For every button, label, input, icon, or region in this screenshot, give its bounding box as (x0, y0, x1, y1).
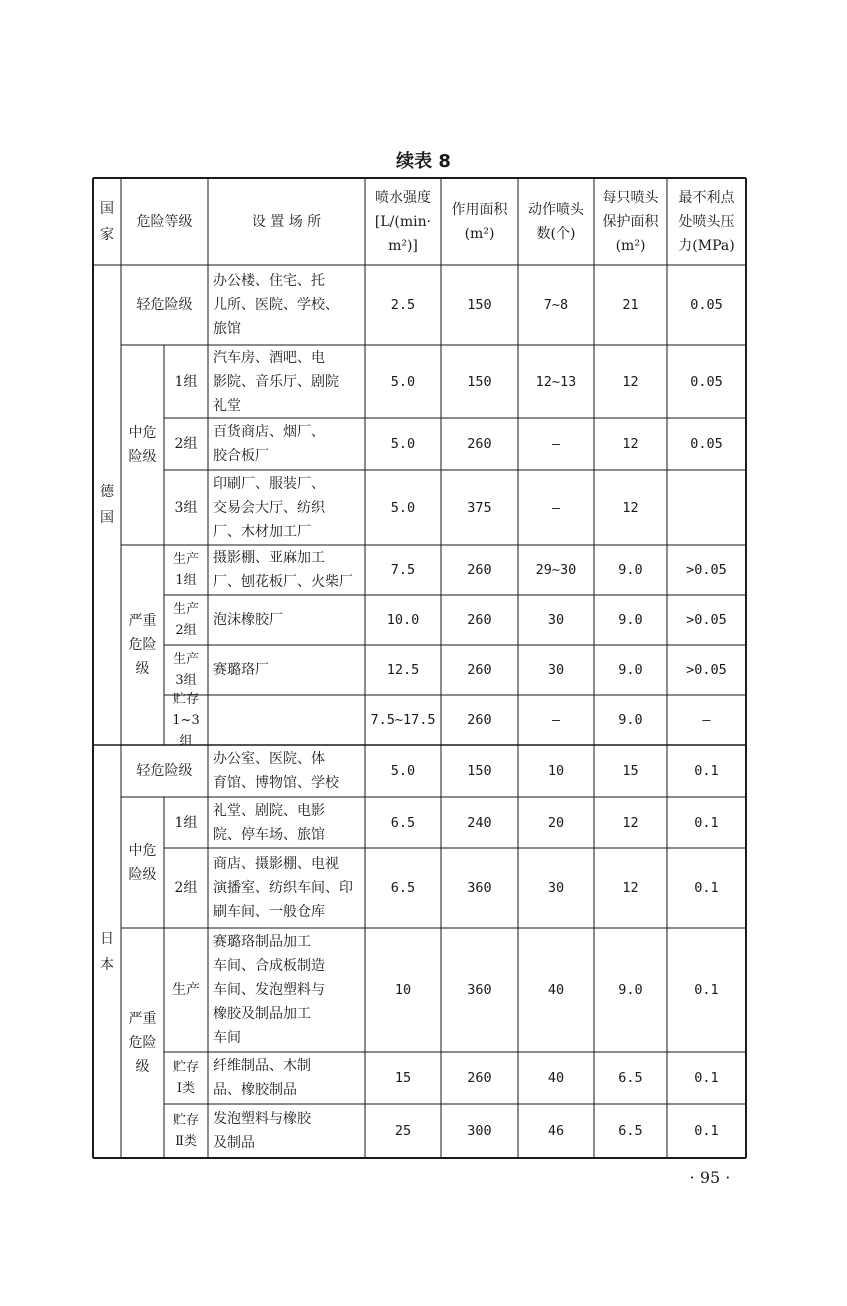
row-sprinkler-count-text: 20 (547, 814, 565, 831)
row-min-pressure (667, 345, 746, 418)
row-spray-intensity (365, 545, 441, 595)
row-place-text: 办公楼、住宅、托 儿所、医院、学校、 旅馆 (213, 273, 339, 337)
row-spray-intensity (365, 797, 441, 848)
row-sprinkler-count (518, 928, 594, 1052)
row-sprinkler-count (518, 545, 594, 595)
row-place-text: 摄影棚、亚麻加工 厂、刨花板厂、火柴厂 (213, 550, 353, 590)
row-min-pressure-text: — (702, 712, 711, 728)
header-country-text: 国 家 (100, 200, 114, 243)
storage-class-i (164, 1052, 208, 1104)
row-min-pressure (667, 418, 746, 470)
row-operating-area (441, 695, 518, 745)
group-2-de (164, 418, 208, 470)
row-spray-intensity-text: 5.0 (390, 763, 416, 779)
row-place-text: 印刷厂、服装厂、 交易会大厅、纺织 厂、木材加工厂 (213, 475, 325, 540)
row-place (208, 745, 365, 797)
row-protection-area-text: 21 (622, 297, 639, 313)
row-operating-area-text: 240 (467, 814, 492, 831)
row-operating-area-text: 260 (467, 1070, 492, 1086)
storage-class-ii (164, 1104, 208, 1158)
header-location (208, 178, 365, 265)
row-sprinkler-count (518, 470, 594, 545)
row-operating-area (441, 595, 518, 645)
header-hazard-level-text: 危险等级 (136, 213, 193, 230)
row-protection-area-text: 9.0 (618, 982, 643, 998)
group-1-jp-text: 1组 (174, 814, 198, 831)
row-sprinkler-count (518, 797, 594, 848)
row-place-text: 礼堂、剧院、电影 院、停车场、旅馆 (213, 802, 325, 843)
row-operating-area-text: 360 (467, 982, 492, 998)
row-protection-area (594, 1052, 667, 1104)
row-operating-area (441, 928, 518, 1052)
row-spray-intensity-text: 5.0 (390, 436, 416, 452)
row-protection-area (594, 928, 667, 1052)
row-operating-area (441, 265, 518, 345)
row-sprinkler-count-text: 30 (547, 612, 565, 628)
country-japan-text: 日 本 (100, 930, 114, 973)
row-sprinkler-count (518, 1052, 594, 1104)
row-sprinkler-count-text: 12~13 (535, 373, 577, 390)
row-min-pressure (667, 695, 746, 745)
row-sprinkler-count-text: — (551, 712, 561, 728)
row-protection-area (594, 1104, 667, 1158)
row-min-pressure (667, 545, 746, 595)
production-group-2-text: 生产 2组 (172, 602, 199, 638)
row-spray-intensity (365, 928, 441, 1052)
row-min-pressure-text: 0.05 (690, 436, 723, 452)
row-spray-intensity (365, 745, 441, 797)
row-protection-area-text: 9.0 (618, 562, 643, 578)
row-place (208, 695, 365, 745)
storage-group-1-3-text: 贮存 1~3组 (172, 691, 200, 749)
group-2-jp-text: 2组 (174, 880, 198, 896)
row-protection-area-text: 15 (622, 763, 639, 779)
hazard-extra-jp-text: 严重 危险 级 (128, 1011, 157, 1075)
row-spray-intensity-text: 12.5 (386, 662, 420, 678)
row-min-pressure (667, 797, 746, 848)
row-protection-area-text: 12 (622, 499, 639, 516)
row-protection-area (594, 418, 667, 470)
row-protection-area (594, 695, 667, 745)
row-min-pressure (667, 1104, 746, 1158)
row-sprinkler-count-text: — (551, 436, 561, 452)
row-spray-intensity (365, 345, 441, 418)
row-spray-intensity (365, 1104, 441, 1158)
row-protection-area (594, 265, 667, 345)
header-operating-area-text: 作用面积 (m²) (451, 201, 508, 242)
group-2-de-text: 2组 (174, 436, 198, 452)
row-operating-area-text: 260 (467, 612, 492, 628)
row-spray-intensity-text: 15 (394, 1070, 412, 1086)
row-operating-area (441, 797, 518, 848)
row-operating-area-text: 375 (467, 499, 492, 516)
country-germany (93, 265, 121, 745)
hazard-ordinary-jp-text: 中危 险级 (128, 842, 157, 883)
row-spray-intensity-text: 2.5 (390, 297, 416, 313)
row-spray-intensity-text: 5.0 (390, 499, 416, 516)
row-place-text: 汽车房、酒吧、电 影院、音乐厅、剧院 礼堂 (213, 349, 339, 414)
row-sprinkler-count (518, 595, 594, 645)
row-sprinkler-count-text: 46 (547, 1123, 565, 1139)
row-place (208, 928, 365, 1052)
row-protection-area-text: 6.5 (618, 1070, 643, 1086)
row-place (208, 345, 365, 418)
row-spray-intensity-text: 6.5 (390, 814, 416, 831)
row-protection-area-text: 12 (622, 436, 639, 452)
row-operating-area (441, 418, 518, 470)
row-sprinkler-count-text: 29~30 (535, 562, 577, 578)
row-protection-area-text: 12 (622, 880, 639, 896)
production-group-3-text: 生产 3组 (172, 652, 199, 688)
row-spray-intensity (365, 265, 441, 345)
row-sprinkler-count (518, 745, 594, 797)
country-germany-text: 德 国 (100, 484, 114, 526)
row-place-text: 赛璐珞制品加工 车间、合成板制造 车间、发泡塑料与 橡胶及制品加工 车间 (213, 934, 325, 1046)
header-hazard-level (121, 178, 208, 265)
row-operating-area (441, 645, 518, 695)
row-min-pressure-text: 0.1 (694, 982, 719, 998)
row-protection-area (594, 470, 667, 545)
row-operating-area-text: 150 (467, 297, 492, 313)
row-spray-intensity (365, 848, 441, 928)
row-operating-area-text: 260 (467, 662, 492, 678)
row-spray-intensity-text: 5.0 (390, 373, 416, 390)
row-min-pressure (667, 645, 746, 695)
row-place (208, 797, 365, 848)
header-country (93, 178, 121, 265)
header-min-pressure (667, 178, 746, 265)
row-operating-area-text: 260 (467, 436, 492, 452)
row-sprinkler-count-text: 40 (547, 982, 565, 998)
row-operating-area-text: 300 (467, 1123, 492, 1139)
row-spray-intensity-text: 10.0 (386, 612, 420, 628)
storage-class-ii-text: 贮存 Ⅱ类 (172, 1113, 199, 1149)
row-protection-area-text: 6.5 (618, 1123, 643, 1139)
row-place-text: 赛璐珞厂 (213, 662, 269, 678)
row-protection-area (594, 848, 667, 928)
row-min-pressure (667, 1052, 746, 1104)
row-place-text: 纤维制品、木制 品、橡胶制品 (213, 1058, 311, 1098)
row-place-text: 百货商店、烟厂、 胶合板厂 (213, 424, 325, 464)
row-spray-intensity (365, 1052, 441, 1104)
row-min-pressure (667, 595, 746, 645)
row-place (208, 470, 365, 545)
hazard-ordinary-de (121, 345, 164, 545)
hazard-light-de (121, 265, 208, 345)
row-operating-area (441, 745, 518, 797)
row-place (208, 418, 365, 470)
table-title: 续表 8 (396, 151, 451, 172)
row-operating-area (441, 345, 518, 418)
row-min-pressure (667, 470, 746, 545)
row-sprinkler-count-text: 40 (547, 1070, 565, 1086)
hazard-extra-de (121, 545, 164, 745)
row-sprinkler-count (518, 848, 594, 928)
storage-class-i-text: 贮存 Ⅰ类 (172, 1060, 199, 1096)
row-spray-intensity-text: 10 (394, 982, 412, 998)
production-group-2 (164, 595, 208, 645)
row-min-pressure-text: 0.1 (694, 1070, 719, 1086)
row-protection-area (594, 645, 667, 695)
row-min-pressure (667, 265, 746, 345)
header-sprinkler-count (518, 178, 594, 265)
row-spray-intensity (365, 595, 441, 645)
row-operating-area-text: 260 (467, 562, 492, 578)
hazard-ordinary-de-text: 中危 险级 (128, 425, 157, 465)
production-group-3 (164, 645, 208, 695)
row-protection-area (594, 545, 667, 595)
row-min-pressure (667, 928, 746, 1052)
row-min-pressure-text: >0.05 (686, 612, 727, 628)
hazard-ordinary-jp (121, 797, 164, 928)
row-spray-intensity (365, 470, 441, 545)
header-min-pressure-text: 最不利点 处喷头压 力(MPa) (678, 189, 735, 254)
row-sprinkler-count-text: 7~8 (543, 297, 569, 313)
row-place (208, 545, 365, 595)
production-jp (164, 928, 208, 1052)
row-operating-area (441, 1104, 518, 1158)
row-place (208, 265, 365, 345)
row-min-pressure (667, 745, 746, 797)
row-protection-area (594, 595, 667, 645)
row-place-text: 办公室、医院、体 育馆、博物馆、学校 (213, 751, 339, 791)
row-spray-intensity-text: 6.5 (390, 880, 416, 896)
group-3-de-text: 3组 (174, 499, 198, 516)
group-1-jp (164, 797, 208, 848)
row-protection-area (594, 345, 667, 418)
row-min-pressure-text: 0.1 (694, 763, 719, 779)
row-sprinkler-count (518, 265, 594, 345)
row-protection-area-text: 12 (622, 373, 639, 390)
row-sprinkler-count-text: — (551, 499, 561, 516)
row-place (208, 595, 365, 645)
row-place (208, 1052, 365, 1104)
row-place (208, 645, 365, 695)
row-sprinkler-count (518, 345, 594, 418)
row-operating-area (441, 1052, 518, 1104)
row-place-text: 发泡塑料与橡胶 及制品 (213, 1111, 311, 1151)
row-protection-area-text: 9.0 (618, 712, 643, 728)
row-sprinkler-count (518, 418, 594, 470)
row-sprinkler-count (518, 695, 594, 745)
row-spray-intensity (365, 418, 441, 470)
row-spray-intensity (365, 695, 441, 745)
group-1-de-text: 1组 (174, 373, 198, 390)
row-min-pressure-text: 0.05 (690, 297, 723, 313)
row-min-pressure-text: 0.1 (694, 1123, 719, 1139)
hazard-light-jp-text: 轻危险级 (136, 763, 193, 779)
row-sprinkler-count (518, 1104, 594, 1158)
production-group-1 (164, 545, 208, 595)
row-sprinkler-count (518, 645, 594, 695)
row-operating-area (441, 470, 518, 545)
hazard-extra-jp (121, 928, 164, 1158)
group-3-de (164, 470, 208, 545)
row-place (208, 848, 365, 928)
header-spray-intensity-text: 喷水强度 [L/(min· m²)] (374, 189, 432, 254)
row-sprinkler-count-text: 30 (547, 880, 565, 896)
row-place-text: 商店、摄影棚、电视 演播室、纺织车间、印 刷车间、一般仓库 (213, 856, 353, 920)
header-operating-area (441, 178, 518, 265)
row-min-pressure-text: >0.05 (686, 562, 727, 578)
row-spray-intensity (365, 645, 441, 695)
row-protection-area-text: 12 (622, 814, 639, 831)
row-operating-area-text: 260 (467, 712, 492, 728)
row-min-pressure-text: 0.05 (690, 373, 723, 390)
row-operating-area-text: 360 (467, 880, 492, 896)
row-spray-intensity-text: 7.5~17.5 (370, 712, 436, 728)
row-sprinkler-count-text: 10 (547, 763, 565, 779)
row-min-pressure (667, 848, 746, 928)
row-protection-area-text: 9.0 (618, 612, 643, 628)
row-spray-intensity-text: 7.5 (390, 562, 416, 578)
row-min-pressure-text: >0.05 (686, 662, 727, 678)
group-1-de (164, 345, 208, 418)
row-protection-area (594, 797, 667, 848)
row-operating-area-text: 150 (467, 373, 492, 390)
header-protection-area-text: 每只喷头 保护面积 (m²) (602, 189, 659, 254)
row-sprinkler-count-text: 30 (547, 662, 565, 678)
header-sprinkler-count-text: 动作喷头 数(个) (528, 201, 584, 242)
header-protection-area (594, 178, 667, 265)
row-operating-area-text: 150 (467, 763, 492, 779)
row-place-text: 泡沫橡胶厂 (213, 612, 283, 628)
row-protection-area (594, 745, 667, 797)
production-jp-text: 生产 (172, 982, 200, 998)
row-protection-area-text: 9.0 (618, 662, 643, 678)
header-location-text: 设 置 场 所 (251, 213, 322, 230)
production-group-1-text: 生产 1组 (172, 552, 199, 588)
row-spray-intensity-text: 25 (394, 1123, 412, 1139)
hazard-light-jp (121, 745, 208, 797)
row-operating-area (441, 848, 518, 928)
hazard-light-de-text: 轻危险级 (136, 297, 193, 313)
group-2-jp (164, 848, 208, 928)
hazard-extra-de-text: 严重 危险 级 (128, 613, 157, 677)
row-place (208, 1104, 365, 1158)
row-min-pressure-text: 0.1 (694, 880, 719, 896)
country-japan (93, 745, 121, 1158)
header-spray-intensity (365, 178, 441, 265)
row-min-pressure-text: 0.1 (694, 814, 719, 831)
storage-group-1-3 (164, 691, 208, 749)
row-operating-area (441, 545, 518, 595)
page-number: · 95 · (689, 1168, 731, 1187)
